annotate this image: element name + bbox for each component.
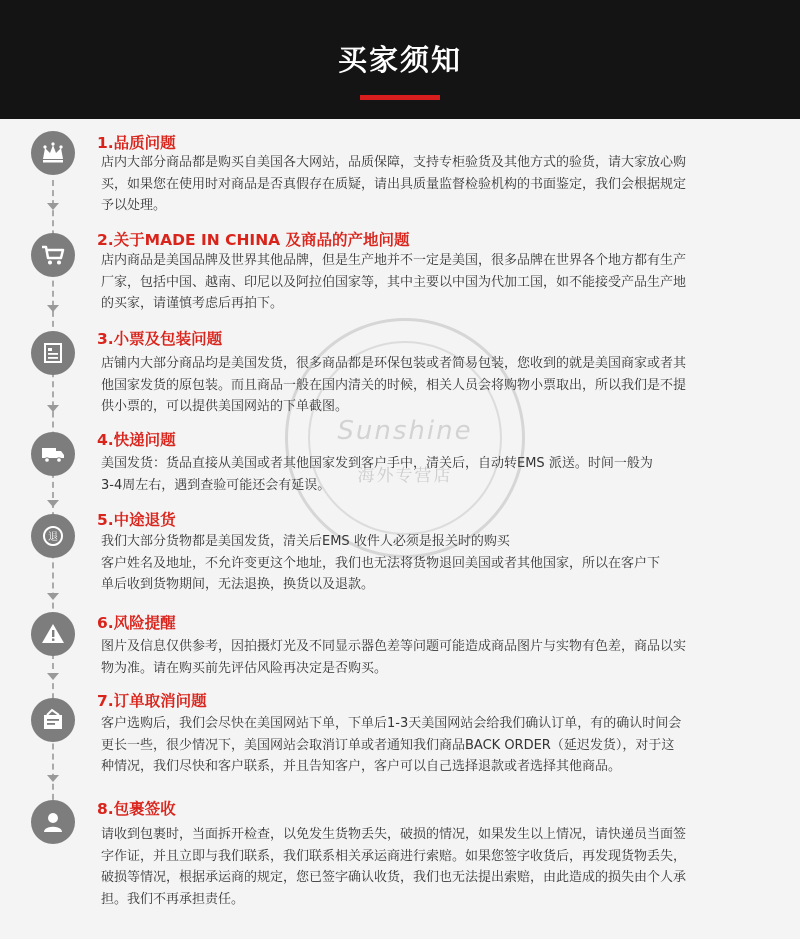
header-banner bbox=[0, 0, 800, 119]
receipt-icon bbox=[31, 331, 75, 375]
warning-icon bbox=[31, 612, 75, 656]
body-line: 图片及信息仅供参考，因拍摄灯光及不同显示器色差等问题可能造成商品图片与实物有色差，商品以实 bbox=[101, 639, 687, 654]
body-line: 予以处理。 bbox=[101, 198, 167, 213]
body-line: 物为准。请在购买前先评估风险再决定是否购买。 bbox=[101, 660, 388, 676]
return-icon bbox=[31, 514, 75, 558]
body-line: 字作证，并且立即与我们联系，我们联系相关承运商进行索赔。如果您签字收货后，再发现货物丢失， bbox=[101, 848, 687, 864]
timeline-arrow bbox=[47, 305, 59, 312]
shopping-cart-icon bbox=[31, 233, 75, 277]
order-cancel-icon bbox=[31, 698, 75, 742]
body-line: 的买家，请谨慎考虑后再拍下。 bbox=[101, 296, 284, 311]
body-line: 买，如果您在使用时对商品是否真假存在质疑，请出具质量监督检验机构的书面鉴定，我们会根据规定 bbox=[101, 176, 687, 192]
body-line: 单后收到货物期间，无法退换，换货以及退款。 bbox=[101, 577, 375, 592]
body-line: 客户选购后，我们会尽快在美国网站下单，下单后1-3天美国网站会给我们确认订单，有的确认时间会 bbox=[101, 716, 682, 731]
page-title: 买家须知 bbox=[337, 43, 462, 77]
section-title: 8.包裹签收 bbox=[97, 800, 176, 818]
section-title: 5.中途退货 bbox=[97, 511, 176, 529]
user-icon bbox=[31, 800, 75, 844]
body-line: 厂家，包括中国、越南、印尼以及阿拉伯国家等，其中主要以中国为代加工国，如不能接受产品生产地 bbox=[101, 274, 687, 290]
section-body bbox=[101, 250, 761, 315]
body-line: 3-4周左右，遇到查验可能还会有延误。 bbox=[101, 477, 331, 493]
body-line: 店内商品是美国品牌及世界其他品牌，但是生产地并不一定是美国，很多品牌在世界各个地方都有生产 bbox=[101, 253, 687, 268]
body-line: 请收到包裹时，当面拆开检查，以免发生货物丢失，破损的情况，如果发生以上情况，请快递员当面签 bbox=[101, 827, 687, 842]
body-line: 他国家发货的原包装。而且商品一般在国内清关的时候，相关人员会将购物小票取出，所以我们是不提 bbox=[101, 377, 687, 393]
timeline-arrow bbox=[47, 673, 59, 680]
section-body bbox=[101, 152, 761, 217]
body-line: 担。我们不再承担责任。 bbox=[101, 891, 245, 907]
section-body bbox=[101, 636, 761, 679]
timeline-arrow bbox=[47, 593, 59, 600]
stamp-subtitle: 海外专营店 bbox=[357, 466, 453, 486]
section-body bbox=[101, 824, 761, 910]
section-body bbox=[101, 353, 761, 418]
svg-text:退: 退 bbox=[48, 532, 58, 543]
body-line: 店铺内大部分商品均是美国发货，很多商品都是环保包装或者简易包装，您收到的就是美国商家或者其 bbox=[101, 356, 687, 371]
body-line: 店内大部分商品都是购买自美国各大网站，品质保障，支持专柜验货及其他方式的验货，请大家放心购 bbox=[101, 155, 687, 170]
section-title: 3.小票及包装问题 bbox=[97, 330, 223, 348]
section-body bbox=[101, 453, 761, 496]
stamp-brand: Sunshine bbox=[337, 416, 473, 446]
section-body bbox=[101, 531, 761, 596]
body-line: 破损等情况，根据承运商的规定，您已签字确认收货，我们也无法提出索赔，由此造成的损失由个人承 bbox=[101, 870, 687, 885]
body-line: 更长一些，很少情况下，美国网站会取消订单或者通知我们商品BACK ORDER（延迟发货），对于这 bbox=[101, 737, 675, 753]
timeline-arrow bbox=[47, 500, 59, 507]
section-title: 2.关于MADE IN CHINA 及商品的产地问题 bbox=[97, 231, 410, 249]
crown-icon bbox=[31, 131, 75, 175]
body-line: 我们大部分货物都是美国发货，清关后EMS 收件人必须是报关时的购买 bbox=[101, 534, 510, 549]
section-title: 7.订单取消问题 bbox=[97, 692, 207, 710]
section-title: 1.品质问题 bbox=[97, 134, 176, 152]
body-line: 客户姓名及地址，不允许变更这个地址，我们也无法将货物退回美国或者其他国家，所以在客户下 bbox=[101, 555, 661, 571]
timeline-arrow bbox=[47, 775, 59, 782]
body-line: 种情况，我们尽快和客户联系，并且告知客户，客户可以自己选择退款或者选择其他商品。 bbox=[101, 759, 622, 774]
timeline-arrow bbox=[47, 203, 59, 210]
section-title: 6.风险提醒 bbox=[97, 614, 176, 632]
title-underline bbox=[360, 95, 440, 100]
section-body bbox=[101, 713, 761, 778]
body-line: 供小票的，可以提供美国网站的下单截图。 bbox=[101, 399, 349, 414]
delivery-truck-icon bbox=[31, 432, 75, 476]
timeline-arrow bbox=[47, 405, 59, 412]
section-title: 4.快递问题 bbox=[97, 431, 176, 449]
body-line: 美国发货：货品直接从美国或者其他国家发到客户手中，清关后，自动转EMS 派送。时间一般为 bbox=[101, 456, 653, 471]
